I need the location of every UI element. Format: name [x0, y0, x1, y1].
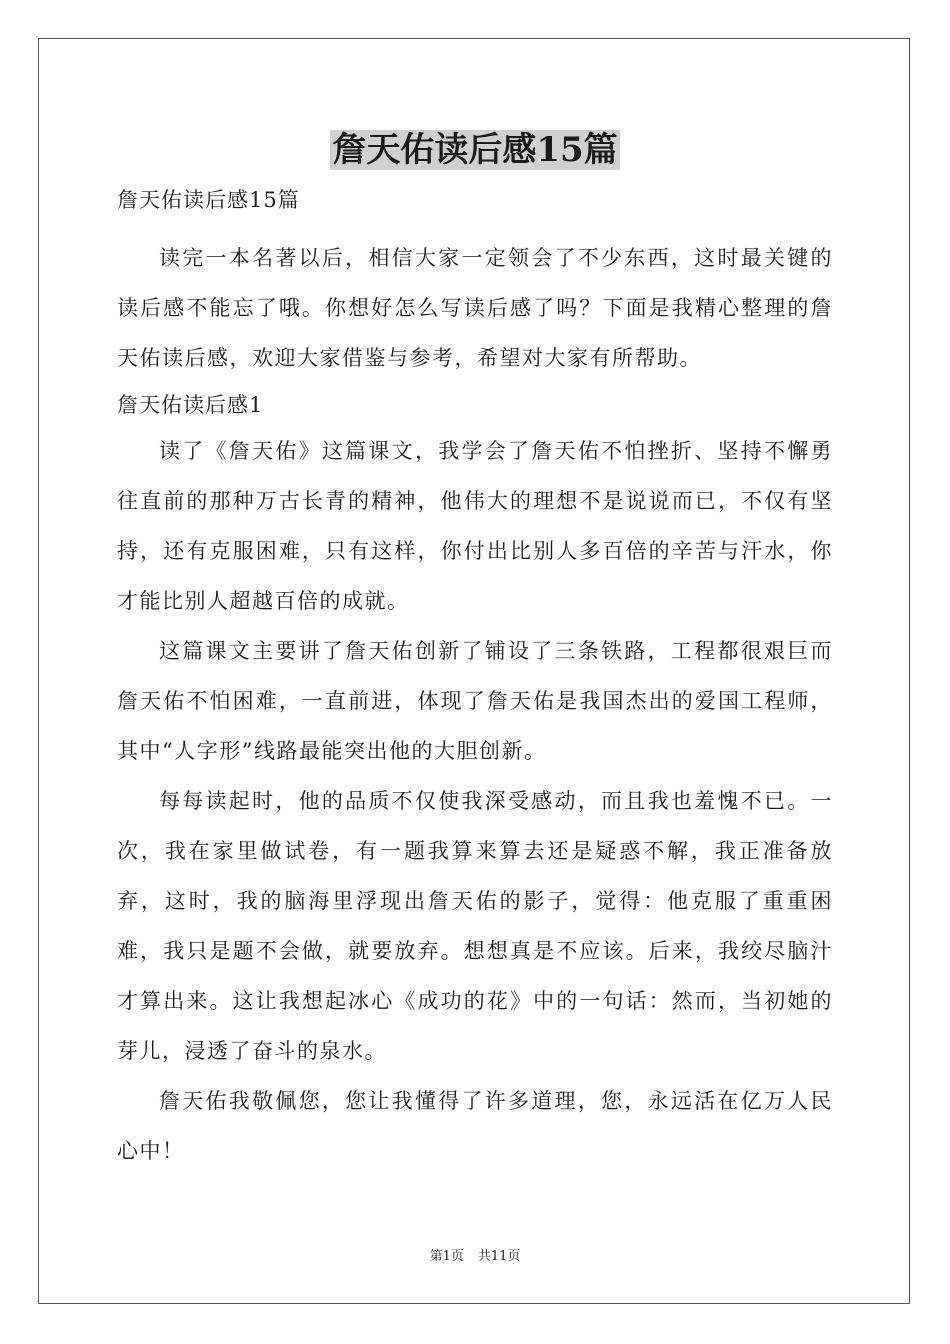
section-heading: 詹天佑读后感1	[117, 393, 264, 417]
body-paragraph-2: 这篇课文主要讲了詹天佑创新了铺设了三条铁路，工程都很艰巨而詹天佑不怕困难，一直前进，体现了詹天佑是我国杰出的爱国工程师，其中“人字形”线路最能突出他的大胆创新。	[117, 639, 833, 763]
page-number: 第1页	[429, 1249, 464, 1264]
body-paragraph-4: 詹天佑我敬佩您，您让我懂得了许多道理，您，永远活在亿万人民心中！	[117, 1089, 833, 1163]
body-paragraph-3: 每每读起时，他的品质不仅使我深受感动，而且我也羞愧不已。一次，我在家里做试卷，有一题我算来算去还是疑惑不解，我正准备放弃，这时，我的脑海里浮现出詹天佑的影子，觉得：他克服了重重困难，我只是题不会做，就要放弃。想想真是不应该。后来，我绞尽脑汁才算出来。这让我想起冰心《成功的花》中的一句话：然而，当初她的芽儿，浸透了奋斗的泉水。	[117, 789, 833, 1063]
page-footer	[0, 1248, 950, 1266]
document-title	[0, 128, 950, 172]
document-subtitle: 詹天佑读后感15篇	[117, 188, 300, 212]
document-title-text: 詹天佑读后感15篇	[332, 130, 618, 170]
page-total: 共11页	[477, 1249, 521, 1264]
body-paragraph-1: 读了《詹天佑》这篇课文，我学会了詹天佑不怕挫折、坚持不懈勇往直前的那种万古长青的精神，他伟大的理想不是说说而已，不仅有坚持，还有克服困难，只有这样，你付出比别人多百倍的辛苦与汗水，你才能比别人超越百倍的成就。	[117, 439, 833, 613]
intro-paragraph: 读完一本名著以后，相信大家一定领会了不少东西，这时最关键的读后感不能忘了哦。你想好怎么写读后感了吗？下面是我精心整理的詹天佑读后感，欢迎大家借鉴与参考，希望对大家有所帮助。	[117, 246, 833, 370]
document-body	[117, 180, 833, 1176]
